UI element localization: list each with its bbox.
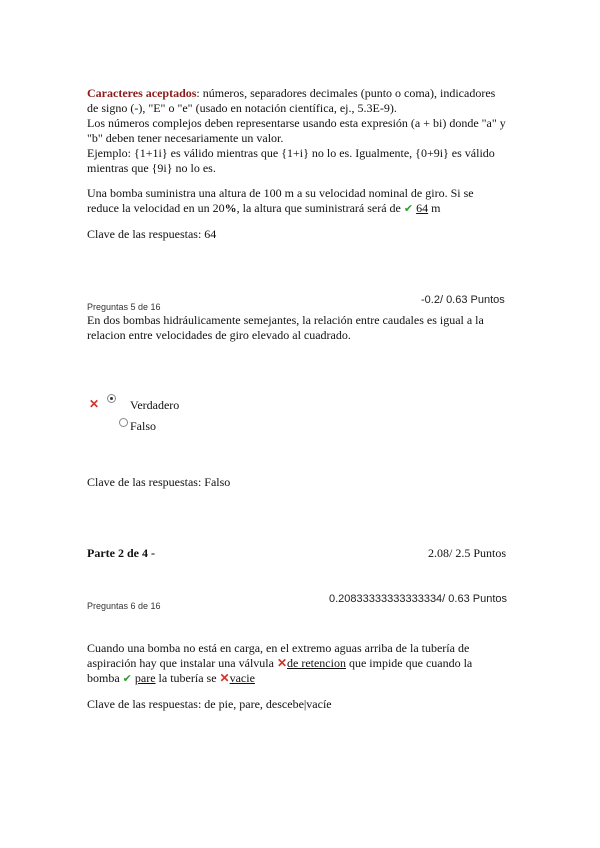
cross-icon: ✕: [89, 397, 100, 411]
q6-text-line-1: Cuando una bomba no está en carga, en el extremo aguas arriba de la tubería de: [87, 641, 470, 655]
accepted-line-5: Ejemplo: {1+1i} es válido mientras que {1+i} no lo es. Igualmente, {0+9i} es válido: [87, 146, 495, 160]
q5-score: -0.2/ 0.63 Puntos: [421, 294, 505, 306]
check-icon: ✔: [122, 673, 132, 685]
q4-text-line-1: Una bomba suministra una altura de 100 m a su velocidad nominal de giro. Si se: [87, 186, 474, 200]
accepted-line-6: mientras que {9i} no lo es.: [87, 161, 216, 175]
q6-blank-2[interactable]: pare: [134, 671, 156, 685]
q5-counter: Preguntas 5 de 16: [87, 302, 161, 312]
q6-text-line-3: bomba ✔ pare la tubería se ✕vacie: [87, 671, 255, 685]
q6-score: 0.20833333333333334/ 0.63 Puntos: [329, 593, 507, 605]
radio-falso[interactable]: [119, 418, 128, 427]
accepted-label: Caracteres aceptados: [87, 86, 197, 100]
q6-blank-3[interactable]: vacie: [229, 671, 255, 685]
q6-answer-key: Clave de las respuestas: de pie, pare, descebe|vacíe: [87, 697, 332, 711]
q4-answer-field[interactable]: 64: [416, 201, 429, 215]
q5-answer-key: Clave de las respuestas: Falso: [87, 475, 231, 489]
q4-text-line-2: reduce la velocidad en un 20%, la altura que suministrará será de ✔ 64 m: [87, 201, 441, 215]
cross-icon: ✕: [219, 671, 230, 685]
accepted-line-1: Caracteres aceptados: números, separadores decimales (punto o coma), indicadores: [87, 86, 496, 100]
accepted-line-2: de signo (-), "E" o "e" (usado en notación científica, ej., 5.3E-9).: [87, 101, 397, 115]
cross-icon: ✕: [276, 656, 287, 670]
check-icon: ✔: [403, 203, 414, 215]
q5-text-line-2: relacion entre velocidades de giro elevado al cuadrado.: [87, 328, 351, 342]
accepted-line-4: "b" deben tener necesariamente un valor.: [87, 131, 284, 145]
accepted-line-3: Los números complejos deben representarse usando esta expresión (a + bi) donde "a" y: [87, 116, 506, 130]
part-score: 2.08/ 2.5 Puntos: [428, 546, 507, 560]
part-title: Parte 2 de 4 -: [87, 546, 155, 560]
option-verdadero-label: Verdadero: [130, 398, 180, 412]
option-falso-label: Falso: [130, 419, 157, 433]
radio-verdadero[interactable]: [107, 394, 116, 403]
q4-answer-key: Clave de las respuestas: 64: [87, 227, 217, 241]
q6-counter: Preguntas 6 de 16: [87, 601, 161, 611]
q5-text-line-1: En dos bombas hidráulicamente semejantes, la relación entre caudales es igual a la: [87, 313, 484, 327]
q6-blank-1[interactable]: de retencion: [287, 656, 346, 670]
q6-text-line-2: aspiración hay que instalar una válvula ✕de retencion que impide que cuando la: [87, 656, 473, 670]
